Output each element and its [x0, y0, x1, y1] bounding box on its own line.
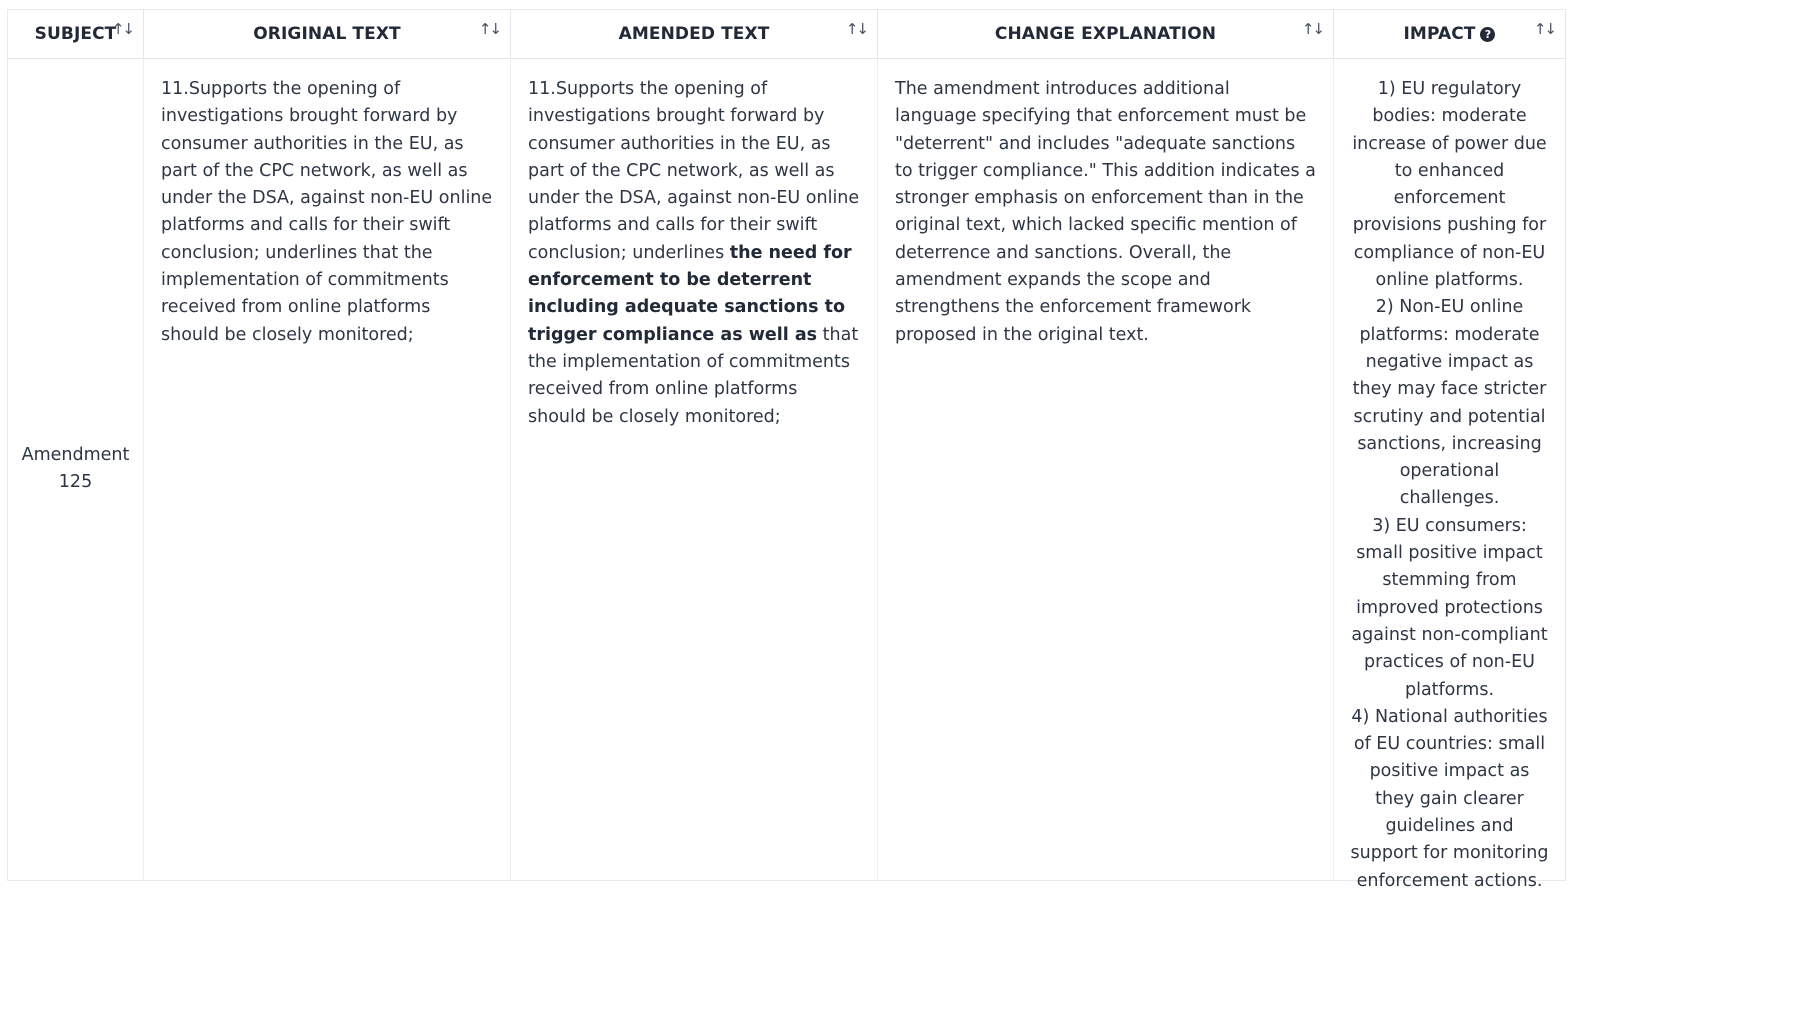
original-text: 11.Supports the opening of investigations brought forward by consumer authorities in the EU, as part of the CPC network, as well as under the DSA, against non-EU online platforms and calls for their swift conclusion; underlines that the implementation of commitments received from online platforms should be closely monitored;	[161, 79, 493, 345]
amended-text-after: that the implementation of commitments received from online platforms should be closely monitored;	[528, 324, 859, 427]
column-label: IMPACT	[1403, 24, 1476, 44]
table-header	[8, 10, 1565, 59]
cell-subject	[8, 58, 144, 880]
impact-item: 3) EU consumers: small positive impact stemming from improved protections against non-compliant practices of non-EU platforms.	[1351, 515, 1548, 700]
subject-text: Amendment 125	[21, 444, 130, 492]
column-label: SUBJECT	[34, 24, 117, 44]
column-header-impact[interactable]	[1334, 10, 1565, 58]
impact-item: 1) EU regulatory bodies: moderate increase of power due to enhanced enforcement provisions pushing for compliance of non-EU online platforms.	[1352, 79, 1547, 291]
sort-icon[interactable]: ↑↓	[845, 20, 867, 38]
amended-text-before: 11.Supports the opening of investigations brought forward by consumer authorities in the EU, as part of the CPC network, as well as under the DSA, against non-EU online platforms and calls for their swift conclusion; underlines	[528, 79, 860, 263]
impact-item: 2) Non-EU online platforms: moderate negative impact as they may face stricter scrutiny and potential sanctions, increasing operational challenges.	[1352, 297, 1547, 509]
impact-item: 4) National authorities of EU countries: small positive impact as they gain clearer guidelines and support for monitoring enforcement actions.	[1350, 706, 1549, 891]
column-label: AMENDED TEXT	[618, 24, 770, 44]
column-header-original-text[interactable]	[144, 10, 511, 58]
column-header-subject[interactable]	[8, 10, 144, 58]
cell-change-explanation	[878, 58, 1334, 880]
help-icon[interactable]: ?	[1480, 27, 1495, 42]
table-row	[8, 58, 1565, 891]
sort-icon[interactable]: ↑↓	[1533, 20, 1555, 38]
sort-icon[interactable]: ↑↓	[478, 20, 500, 38]
amendments-table	[7, 9, 1566, 891]
cell-impact	[1334, 58, 1565, 891]
column-header-change-explanation[interactable]	[878, 10, 1334, 58]
column-label: CHANGE EXPLANATION	[994, 24, 1217, 44]
sort-icon[interactable]: ↑↓	[1301, 20, 1323, 38]
sort-icon[interactable]: ↑↓	[111, 20, 133, 38]
amended-text-addition: the need for enforcement to be deterrent including adequate sanctions to trigger compliance as well as	[528, 242, 852, 345]
cell-amended-text	[511, 58, 878, 880]
cell-original-text	[144, 58, 511, 880]
change-explanation-text: The amendment introduces additional language specifying that enforcement must be "deterrent" and includes "adequate sanctions to trigger compliance." This addition indicates a stronger emphasis on enforcement than in the original text, which lacked specific mention of deterrence and sanctions. Overall, the amendment expands the scope and strengthens the enforcement framework proposed in the original text.	[895, 79, 1316, 345]
column-label: ORIGINAL TEXT	[253, 24, 401, 44]
column-header-amended-text[interactable]	[511, 10, 878, 58]
